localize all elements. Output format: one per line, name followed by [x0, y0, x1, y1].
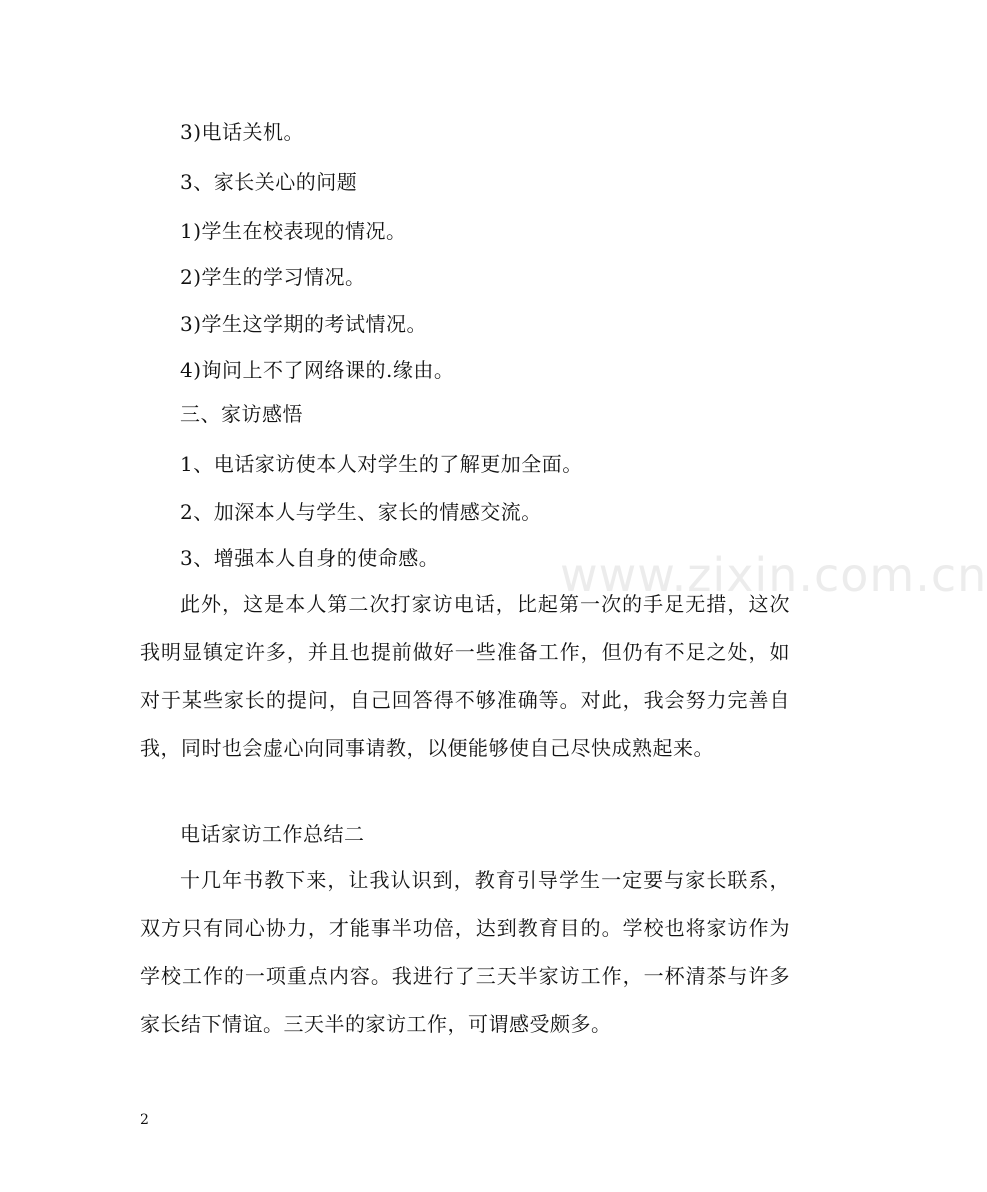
list-item-online-class-reason: 4)询问上不了网络课的.缘由。 [180, 358, 455, 382]
watermark-text: www.zixin.com.cn [560, 548, 987, 602]
list-item-school-performance: 1)学生在校表现的情况。 [180, 219, 407, 243]
paragraph-additional-notes: 此外，这是本人第二次打家访电话，比起第一次的手足无措，这次我明显镇定许多，并且也提前做好一些准备工作，但仍有不足之处，如对于某些家长的提问，自己回答得不够准确等。对此，我会努力完善自我，同时也会虚心向同事请教，以便能够使自己尽快成熟起来。 [140, 592, 790, 760]
list-item-reflection-1: 1、电话家访使本人对学生的了解更加全面。 [180, 452, 583, 476]
list-item-study-status: 2)学生的学习情况。 [180, 265, 366, 289]
list-item-exam-status: 3)学生这学期的考试情况。 [180, 312, 428, 336]
paragraph-summary-two: 十几年书教下来，让我认识到，教育引导学生一定要与家长联系，双方只有同心协力，才能事半功倍，达到教育目的。学校也将家访作为学校工作的一项重点内容。我进行了三天半家访工作，一杯清茶与许多家长结下情谊。三天半的家访工作，可谓感受颇多。 [140, 868, 790, 1036]
section-heading-summary-two: 电话家访工作总结二 [180, 822, 365, 846]
list-item-reflection-3: 3、增强本人自身的使命感。 [180, 546, 440, 570]
page-number: 2 [140, 1112, 149, 1128]
list-item-reflection-2: 2、加深本人与学生、家长的情感交流。 [180, 500, 542, 524]
list-item-phone-off: 3)电话关机。 [180, 120, 305, 144]
subheading-parent-concerns: 3、家长关心的问题 [180, 170, 358, 194]
section-heading-reflections: 三、家访感悟 [180, 402, 303, 426]
